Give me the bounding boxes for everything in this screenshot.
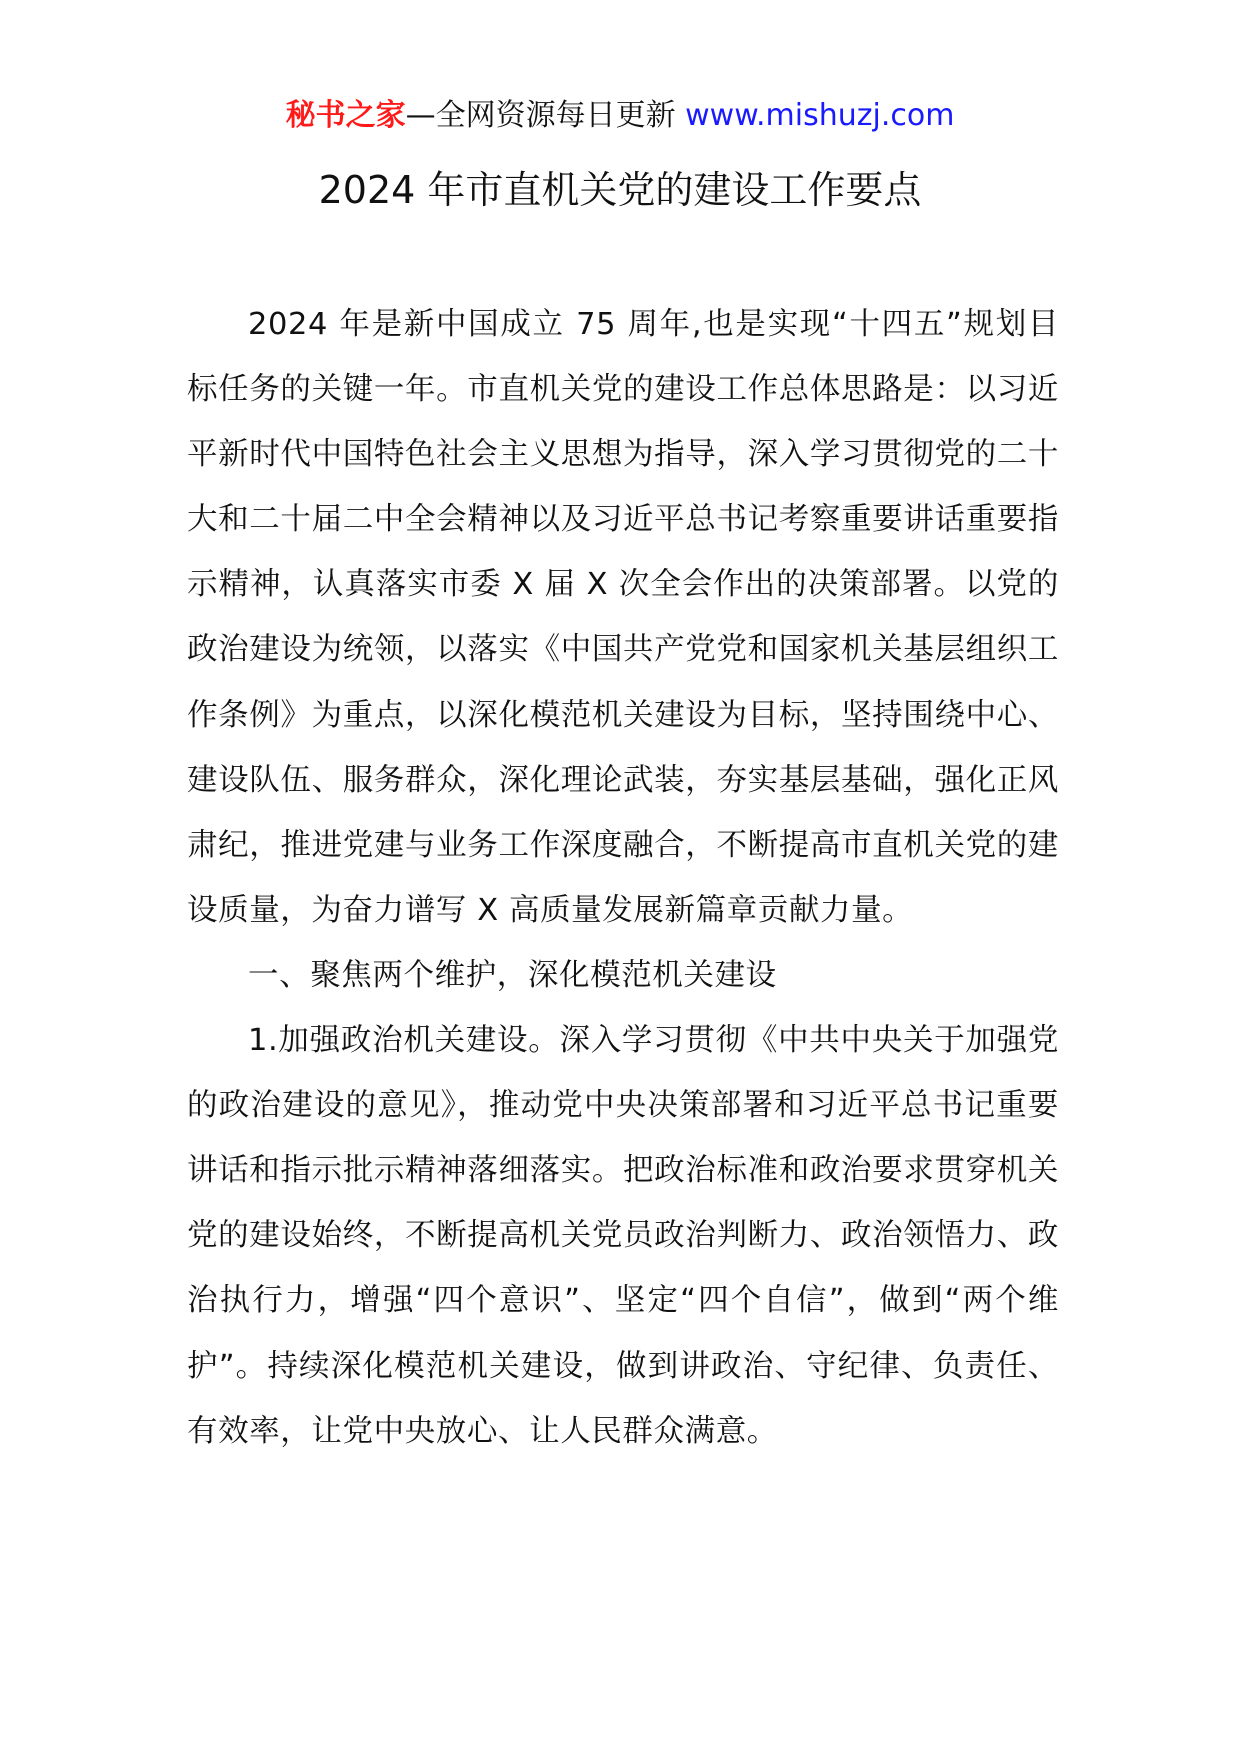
section-paragraph: 1.加强政治机关建设。深入学习贯彻《中共中央关于加强党的政治建设的意见》，推动党中央决策部署和习近平总书记重要讲话和指示批示精神落细落实。把政治标准和政治要求贯穿机关党的建设始终，不断提高机关党员政治判断力、政治领悟力、政治执行力，增强“四个意识”、坚定“四个自信”，做到“两个维护”。持续深化模范机关建设，做到讲政治、守纪律、负责任、有效率，让党中央放心、让人民群众满意。 (187, 1023, 1059, 1449)
intro-paragraph: 2024 年是新中国成立 75 周年,也是实现“十四五”规划目标任务的关键一年。市直机关党的建设工作总体思路是：以习近平新时代中国特色社会主义思想为指导，深入学习贯彻党的二十大和二十届二中全会精神以及习近平总书记考察重要讲话重要指示精神，认真落实市委 X 届 X 次全会作出的决策部署。以党的政治建设为统领，以落实《中国共产党党和国家机关基层组织工作条例》为重点，以深化模范机关建设为目标，坚持围绕中心、建设队伍、服务群众，深化理论武装，夯实基层基础，强化正风肃纪，推进党建与业务工作深度融合，不断提高市直机关党的建设质量，为奋力谱写 X 高质量发展新篇章贡献力量。 (187, 307, 1059, 928)
site-brand: 秘书之家 (285, 98, 406, 133)
site-url-link[interactable]: www.mishuzj.com (685, 98, 955, 133)
document-title: 2024 年市直机关党的建设工作要点 (318, 168, 922, 212)
document-body (187, 292, 1059, 1464)
site-header (0, 96, 1240, 136)
section-heading: 一、聚焦两个维护，深化模范机关建设 (248, 957, 777, 993)
site-tagline: —全网资源每日更新 (405, 98, 686, 133)
